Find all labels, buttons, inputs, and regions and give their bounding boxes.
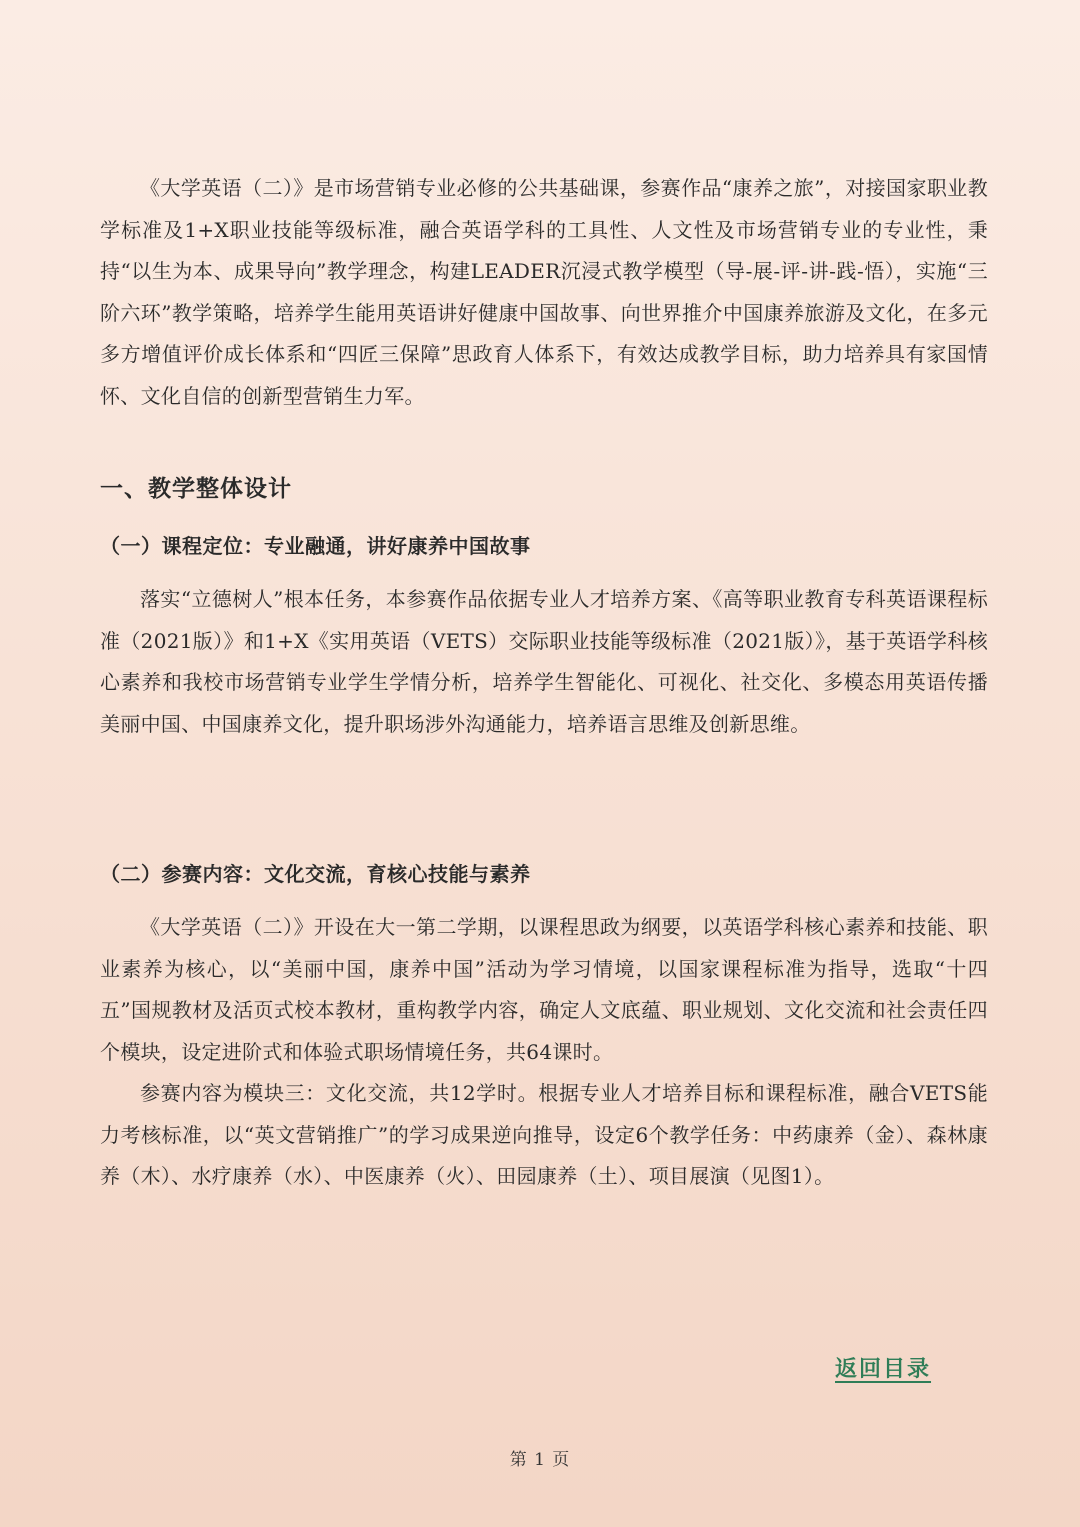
back-to-contents-link[interactable]: 返回目录 [835, 1356, 932, 1382]
section-heading: 一、教学整体设计 [100, 475, 292, 502]
subsection-heading-1: （一）课程定位：专业融通，讲好康养中国故事 [100, 534, 531, 558]
page-number: 第 1 页 [509, 1450, 571, 1470]
intro-block [100, 168, 988, 417]
subsection-1-paragraph: 落实“立德树人”根本任务，本参赛作品依据专业人才培养方案、《高等职业教育专科英语课程标准（2021版）》和1+X《实用英语（VETS）交际职业技能等级标准（2021版）》，基于英语学科核心素养和我校市场营销专业学生学情分析，培养学生智能化、可视化、社交化、多模态用英语传播美丽中国、中国康养文化，提升职场涉外沟通能力，培养语言思维及创新思维。 [100, 587, 988, 736]
subsection-heading-2: （二）参赛内容：文化交流，育核心技能与素养 [100, 862, 531, 886]
subsection-2-paragraph-1: 《大学英语（二）》开设在大一第二学期，以课程思政为纲要，以英语学科核心素养和技能、职业素养为核心，以“美丽中国，康养中国”活动为学习情境，以国家课程标准为指导，选取“十四五”国规教材及活页式校本教材，重构教学内容，确定人文底蕴、职业规划、文化交流和社会责任四个模块，设定进阶式和体验式职场情境任务，共64课时。 [100, 915, 988, 1064]
subsection-2-block [100, 907, 988, 1198]
subsection-1-block [100, 579, 988, 745]
intro-paragraph: 《大学英语（二）》是市场营销专业必修的公共基础课，参赛作品“康养之旅”，对接国家职业教学标准及1+X职业技能等级标准，融合英语学科的工具性、人文性及市场营销专业的专业性，秉持“以生为本、成果导向”教学理念，构建LEADER沉浸式教学模型（导-展-评-讲-践-悟），实施“三阶六环”教学策略，培养学生能用英语讲好健康中国故事、向世界推介中国康养旅游及文化，在多元多方增值评价成长体系和“四匠三保障”思政育人体系下，有效达成教学目标，助力培养具有家国情怀、文化自信的创新型营销生力军。 [100, 176, 988, 408]
subsection-2-paragraph-2: 参赛内容为模块三：文化交流，共12学时。根据专业人才培养目标和课程标准，融合VETS能力考核标准，以“英文营销推广”的学习成果逆向推导，设定6个教学任务：中药康养（金）、森林康养（木）、水疗康养（水）、中医康养（火）、田园康养（土）、项目展演（见图1）。 [100, 1081, 988, 1188]
